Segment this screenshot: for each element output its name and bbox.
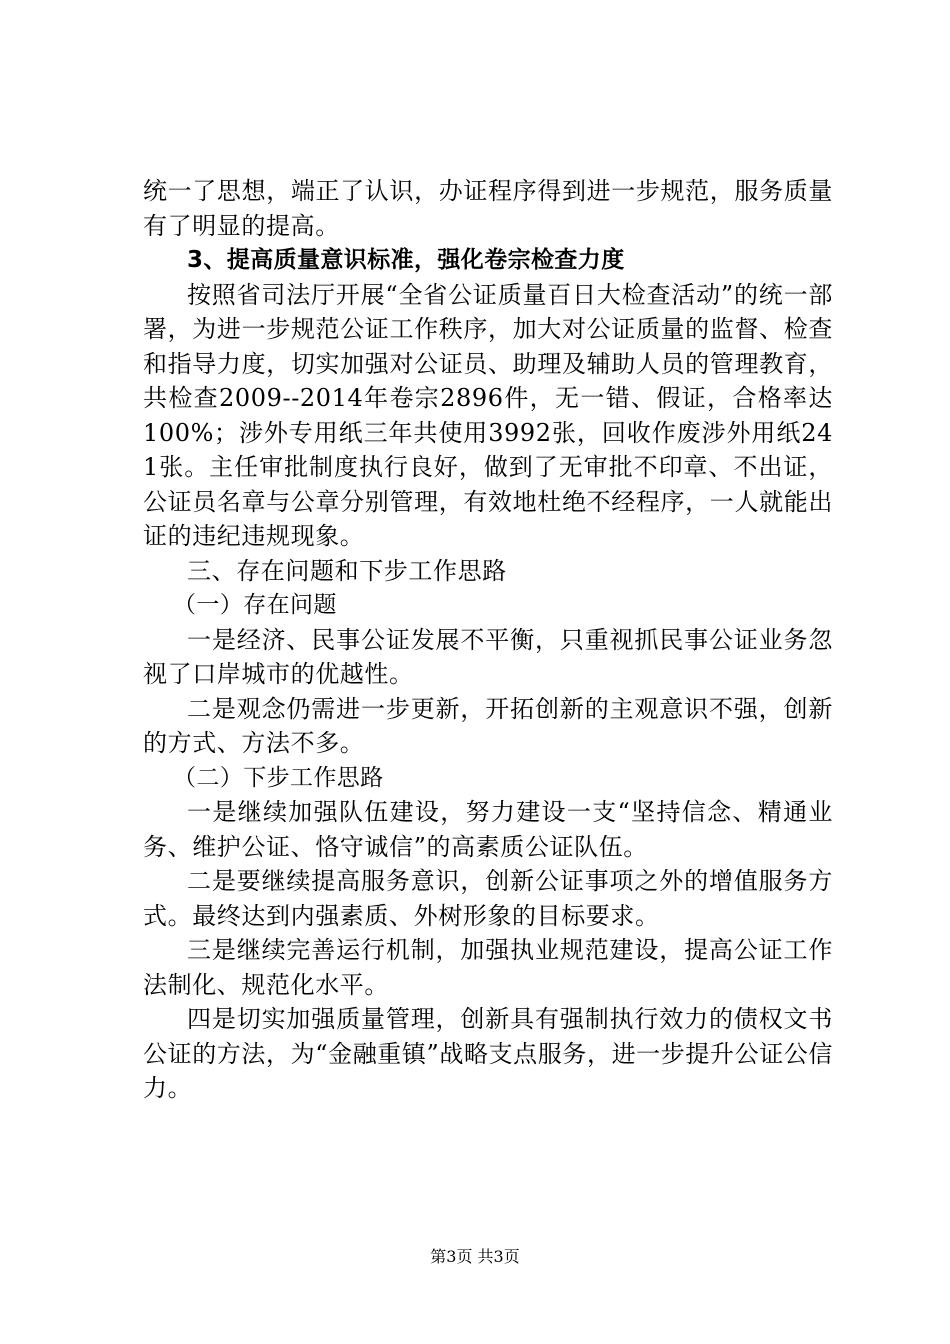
paragraph-step-3: 三是继续完善运行机制，加强执业规范建设，提高公证工作法制化、规范化水平。 [143, 936, 833, 999]
paragraph-quality-inspection: 按照省司法厅开展“全省公证质量百日大检查活动”的统一部署，为进一步规范公证工作秩序，加大对公证质量的监督、检查和指导力度，切实加强对公证员、助理及辅助人员的管理教育，共检查2009--2014年卷宗2896件，无一错、假证，合格率达100%；涉外专用纸三年共使用3992张，回收作废涉外用纸241张。主任审批制度执行良好，做到了无审批不印章、不出证，公证员名章与公章分别管理，有效地杜绝不经程序，一人就能出证的违纪违规现象。 [143, 280, 833, 550]
paragraph-step-4: 四是切实加强质量管理，创新具有强制执行效力的债权文书公证的方法，为“金融重镇”战略支点服务，进一步提升公证公信力。 [143, 1005, 833, 1102]
paragraph-problem-1: 一是经济、民事公证发展不平衡，只重视抓民事公证业务忽视了口岸城市的优越性。 [143, 625, 833, 688]
document-body [143, 174, 833, 1106]
subheading-next-steps: （二）下步工作思路 [173, 764, 384, 791]
paragraph-problem-2: 二是观念仍需进一步更新，开拓创新的主观意识不强，创新的方式、方法不多。 [143, 694, 833, 757]
page-footer: 第3页 共3页 [430, 1247, 520, 1266]
paragraph-step-1: 一是继续加强队伍建设，努力建设一支“坚持信念、精通业务、维护公证、恪守诚信”的高素质公证队伍。 [143, 798, 833, 861]
subheading-problems: （一）存在问题 [173, 592, 337, 618]
paragraph-step-2: 二是要继续提高服务意识，创新公证事项之外的增值服务方式。最终达到内强素质、外树形象的目标要求。 [143, 867, 833, 930]
section-heading-quality: 3、提高质量意识标准，强化卷宗检查力度 [187, 247, 625, 273]
paragraph-continuation: 统一了思想，端正了认识，办证程序得到进一步规范，服务质量有了明显的提高。 [143, 177, 833, 240]
section-heading-problems-plan: 三、存在问题和下步工作思路 [187, 556, 507, 585]
